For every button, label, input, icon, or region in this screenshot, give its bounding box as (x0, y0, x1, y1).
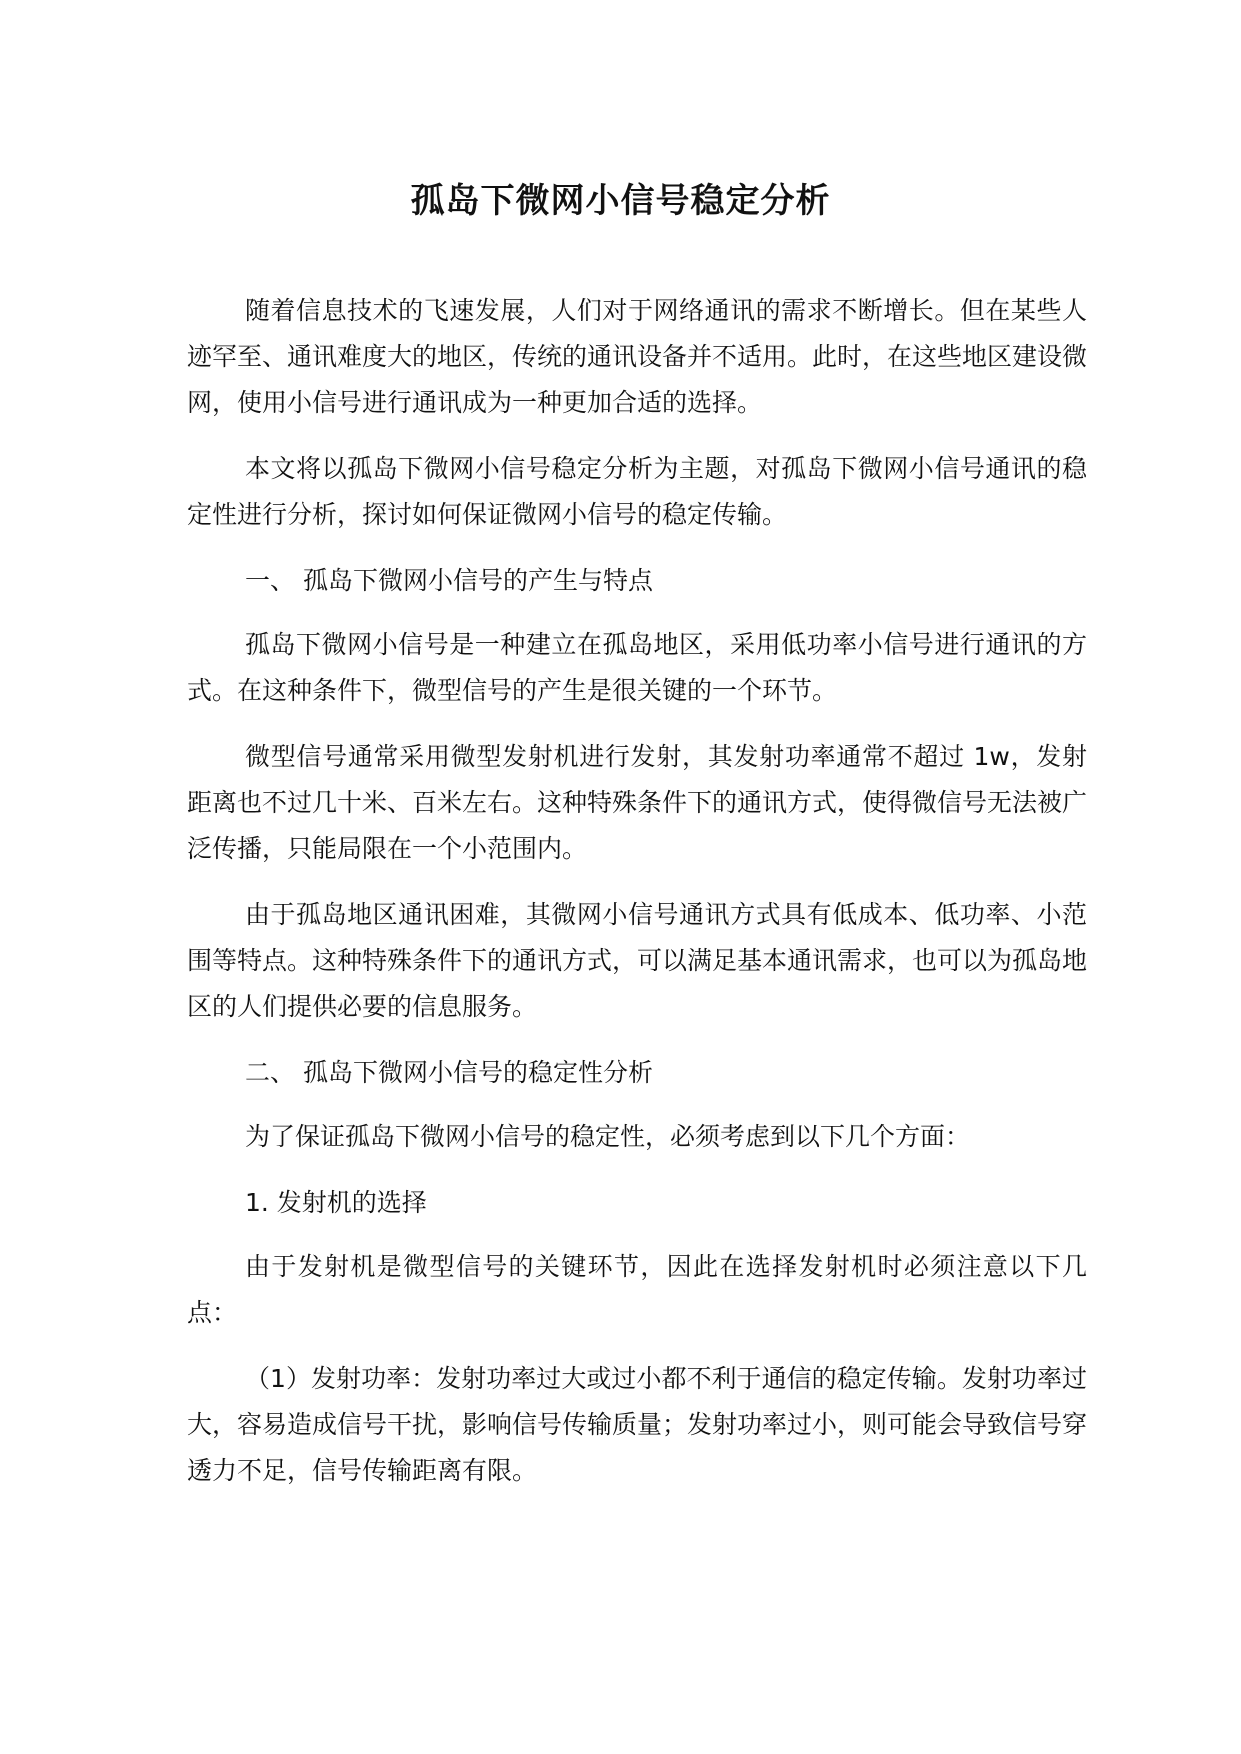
document-title: 孤岛下微网小信号稳定分析 (410, 181, 831, 221)
document-body (187, 288, 1087, 1514)
paragraph-characteristics: 由于孤岛地区通讯困难，其微网小信号通讯方式具有低成本、低功率、小范围等特点。这种特殊条件下的通讯方式，可以满足基本通讯需求，也可以为孤岛地区的人们提供必要的信息服务。 (187, 900, 1088, 1021)
section-heading-2: 二、 孤岛下微网小信号的稳定性分析 (245, 1058, 653, 1087)
paragraph-transmit-power: （1）发射功率：发射功率过大或过小都不利于通信的稳定传输。发射功率过大，容易造成信号干扰，影响信号传输质量；发射功率过小，则可能会导致信号穿透力不足，信号传输距离有限。 (187, 1364, 1088, 1485)
paragraph-transmitter-selection: 由于发射机是微型信号的关键环节，因此在选择发射机时必须注意以下几点： (187, 1252, 1087, 1327)
paragraph-definition: 孤岛下微网小信号是一种建立在孤岛地区，采用低功率小信号进行通讯的方式。在这种条件下，微型信号的产生是很关键的一个环节。 (187, 630, 1087, 705)
subsection-heading-1: 1. 发射机的选择 (245, 1188, 427, 1217)
section-heading-1: 一、 孤岛下微网小信号的产生与特点 (245, 566, 653, 595)
paragraph-intro: 随着信息技术的飞速发展，人们对于网络通讯的需求不断增长。但在某些人迹罕至、通讯难度大的地区，传统的通讯设备并不适用。此时，在这些地区建设微网，使用小信号进行通讯成为一种更加合适的选择。 (187, 296, 1088, 417)
paragraph-stability-intro: 为了保证孤岛下微网小信号的稳定性，必须考虑到以下几个方面： (245, 1122, 971, 1151)
paragraph-purpose: 本文将以孤岛下微网小信号稳定分析为主题，对孤岛下微网小信号通讯的稳定性进行分析，探讨如何保证微网小信号的稳定传输。 (187, 454, 1087, 529)
paragraph-transmitter: 微型信号通常采用微型发射机进行发射，其发射功率通常不超过 1w，发射距离也不过几十米、百米左右。这种特殊条件下的通讯方式，使得微信号无法被广泛传播，只能局限在一个小范围内。 (187, 742, 1088, 863)
